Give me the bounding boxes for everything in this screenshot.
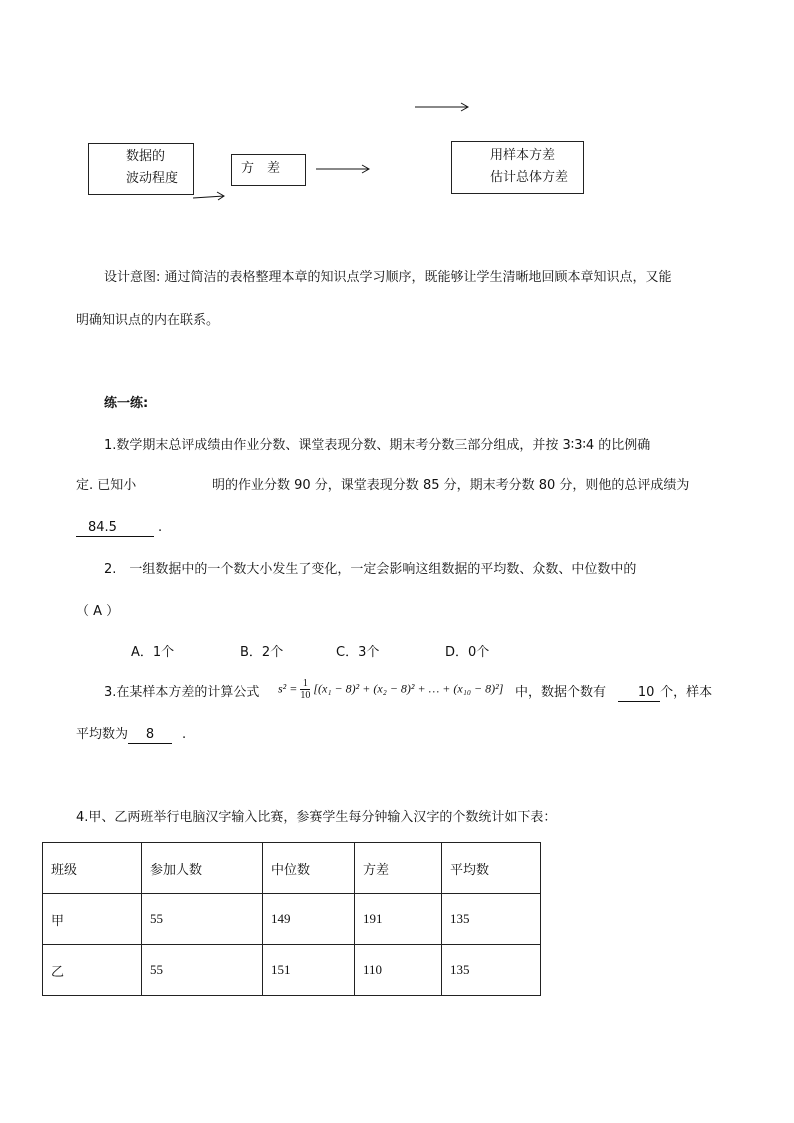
q2-option-c: C．3个 — [336, 645, 380, 660]
table-header-cell: 平均数 — [442, 843, 541, 894]
q1-line2-b: 明的作业分数 90 分，课堂表现分数 85 分，期末考分数 80 分，则他的总评成绩为 — [212, 478, 690, 493]
formula-rhs: [(x₁ − 8)² + (x₂ − 8)² + … + (x₁₀ − 8)²] — [313, 681, 504, 696]
table-cell: 151 — [263, 945, 355, 996]
table-cell: 55 — [142, 894, 263, 945]
q3-end: . — [182, 727, 187, 742]
formula-fraction — [300, 678, 310, 701]
design-intent-line1: 设计意图: 通过简洁的表格整理本章的知识点学习顺序，既能够让学生清晰地回顾本章知识点，又能 — [104, 270, 672, 285]
formula-lhs: s² = — [278, 681, 298, 696]
q3-answer-count-value: 10 — [637, 685, 655, 700]
table-cell: 135 — [442, 894, 541, 945]
q2-option-b: B．2个 — [240, 645, 284, 660]
flow-box-variance-label: 方 差 — [241, 161, 281, 176]
flow-box-estimate-line2: 估计总体方差 — [490, 170, 569, 185]
q3-mid — [515, 683, 712, 703]
q1-answer-value: 84.5 — [88, 520, 117, 535]
q2-option-d: D．0个 — [445, 645, 490, 660]
arrow-right-icon — [315, 162, 373, 176]
q1-answer — [76, 520, 154, 537]
q1-answer-line — [76, 518, 162, 538]
table-cell: 55 — [142, 945, 263, 996]
q3-mid-text: 中，数据个数有 — [515, 685, 607, 700]
q1-line2-a: 定. 已知小 — [76, 478, 137, 493]
q3-after1: 个，样本 — [660, 685, 713, 700]
table-cell: 甲 — [43, 894, 142, 945]
arrow-right-icon — [414, 100, 472, 114]
table-cell: 149 — [263, 894, 355, 945]
q3-answer-mean-value: 8 — [145, 727, 155, 742]
flow-box-estimate-line1: 用样本方差 — [490, 148, 556, 163]
variance-formula — [278, 678, 503, 701]
table-row — [43, 945, 541, 996]
table-header-cell: 班级 — [43, 843, 142, 894]
q3-answer-count — [618, 685, 660, 702]
score-table — [42, 842, 541, 996]
formula-denominator: 10 — [300, 690, 311, 701]
q2-answer: （ A ） — [76, 604, 120, 619]
q4-text: 4.甲、乙两班举行电脑汉字输入比赛，参赛学生每分钟输入汉字的个数统计如下表： — [76, 810, 557, 825]
table-cell: 191 — [355, 894, 442, 945]
arrow-right-icon — [192, 190, 228, 204]
table-header-row — [43, 843, 541, 894]
table-header-cell: 中位数 — [263, 843, 355, 894]
flow-box-fluctuation-line1: 数据的 — [126, 149, 166, 164]
table-header-cell: 参加人数 — [142, 843, 263, 894]
table-cell: 135 — [442, 945, 541, 996]
q2-option-a: A．1个 — [131, 645, 175, 660]
q3-prefix: 3.在某样本方差的计算公式 — [104, 685, 260, 700]
design-intent-line2: 明确知识点的内在联系。 — [76, 313, 220, 328]
table-row — [43, 894, 541, 945]
table-header-cell: 方差 — [355, 843, 442, 894]
q3-answer-mean — [128, 727, 172, 744]
table-cell: 110 — [355, 945, 442, 996]
q3-line2-text: 平均数为 — [76, 727, 129, 742]
q1-end: . — [158, 520, 163, 535]
q1-line1: 1.数学期末总评成绩由作业分数、课堂表现分数、期末考分数三部分组成，并按 3∶3∶4 的比例确 — [104, 438, 651, 453]
table-cell: 乙 — [43, 945, 142, 996]
formula-numerator: 1 — [300, 678, 310, 690]
practice-title: 练一练: — [104, 396, 149, 411]
flow-box-fluctuation-line2: 波动程度 — [126, 171, 179, 186]
q3-line2 — [76, 725, 186, 745]
q2-line1: 2. 一组数据中的一个数大小发生了变化，一定会影响这组数据的平均数、众数、中位数中的 — [104, 562, 637, 577]
